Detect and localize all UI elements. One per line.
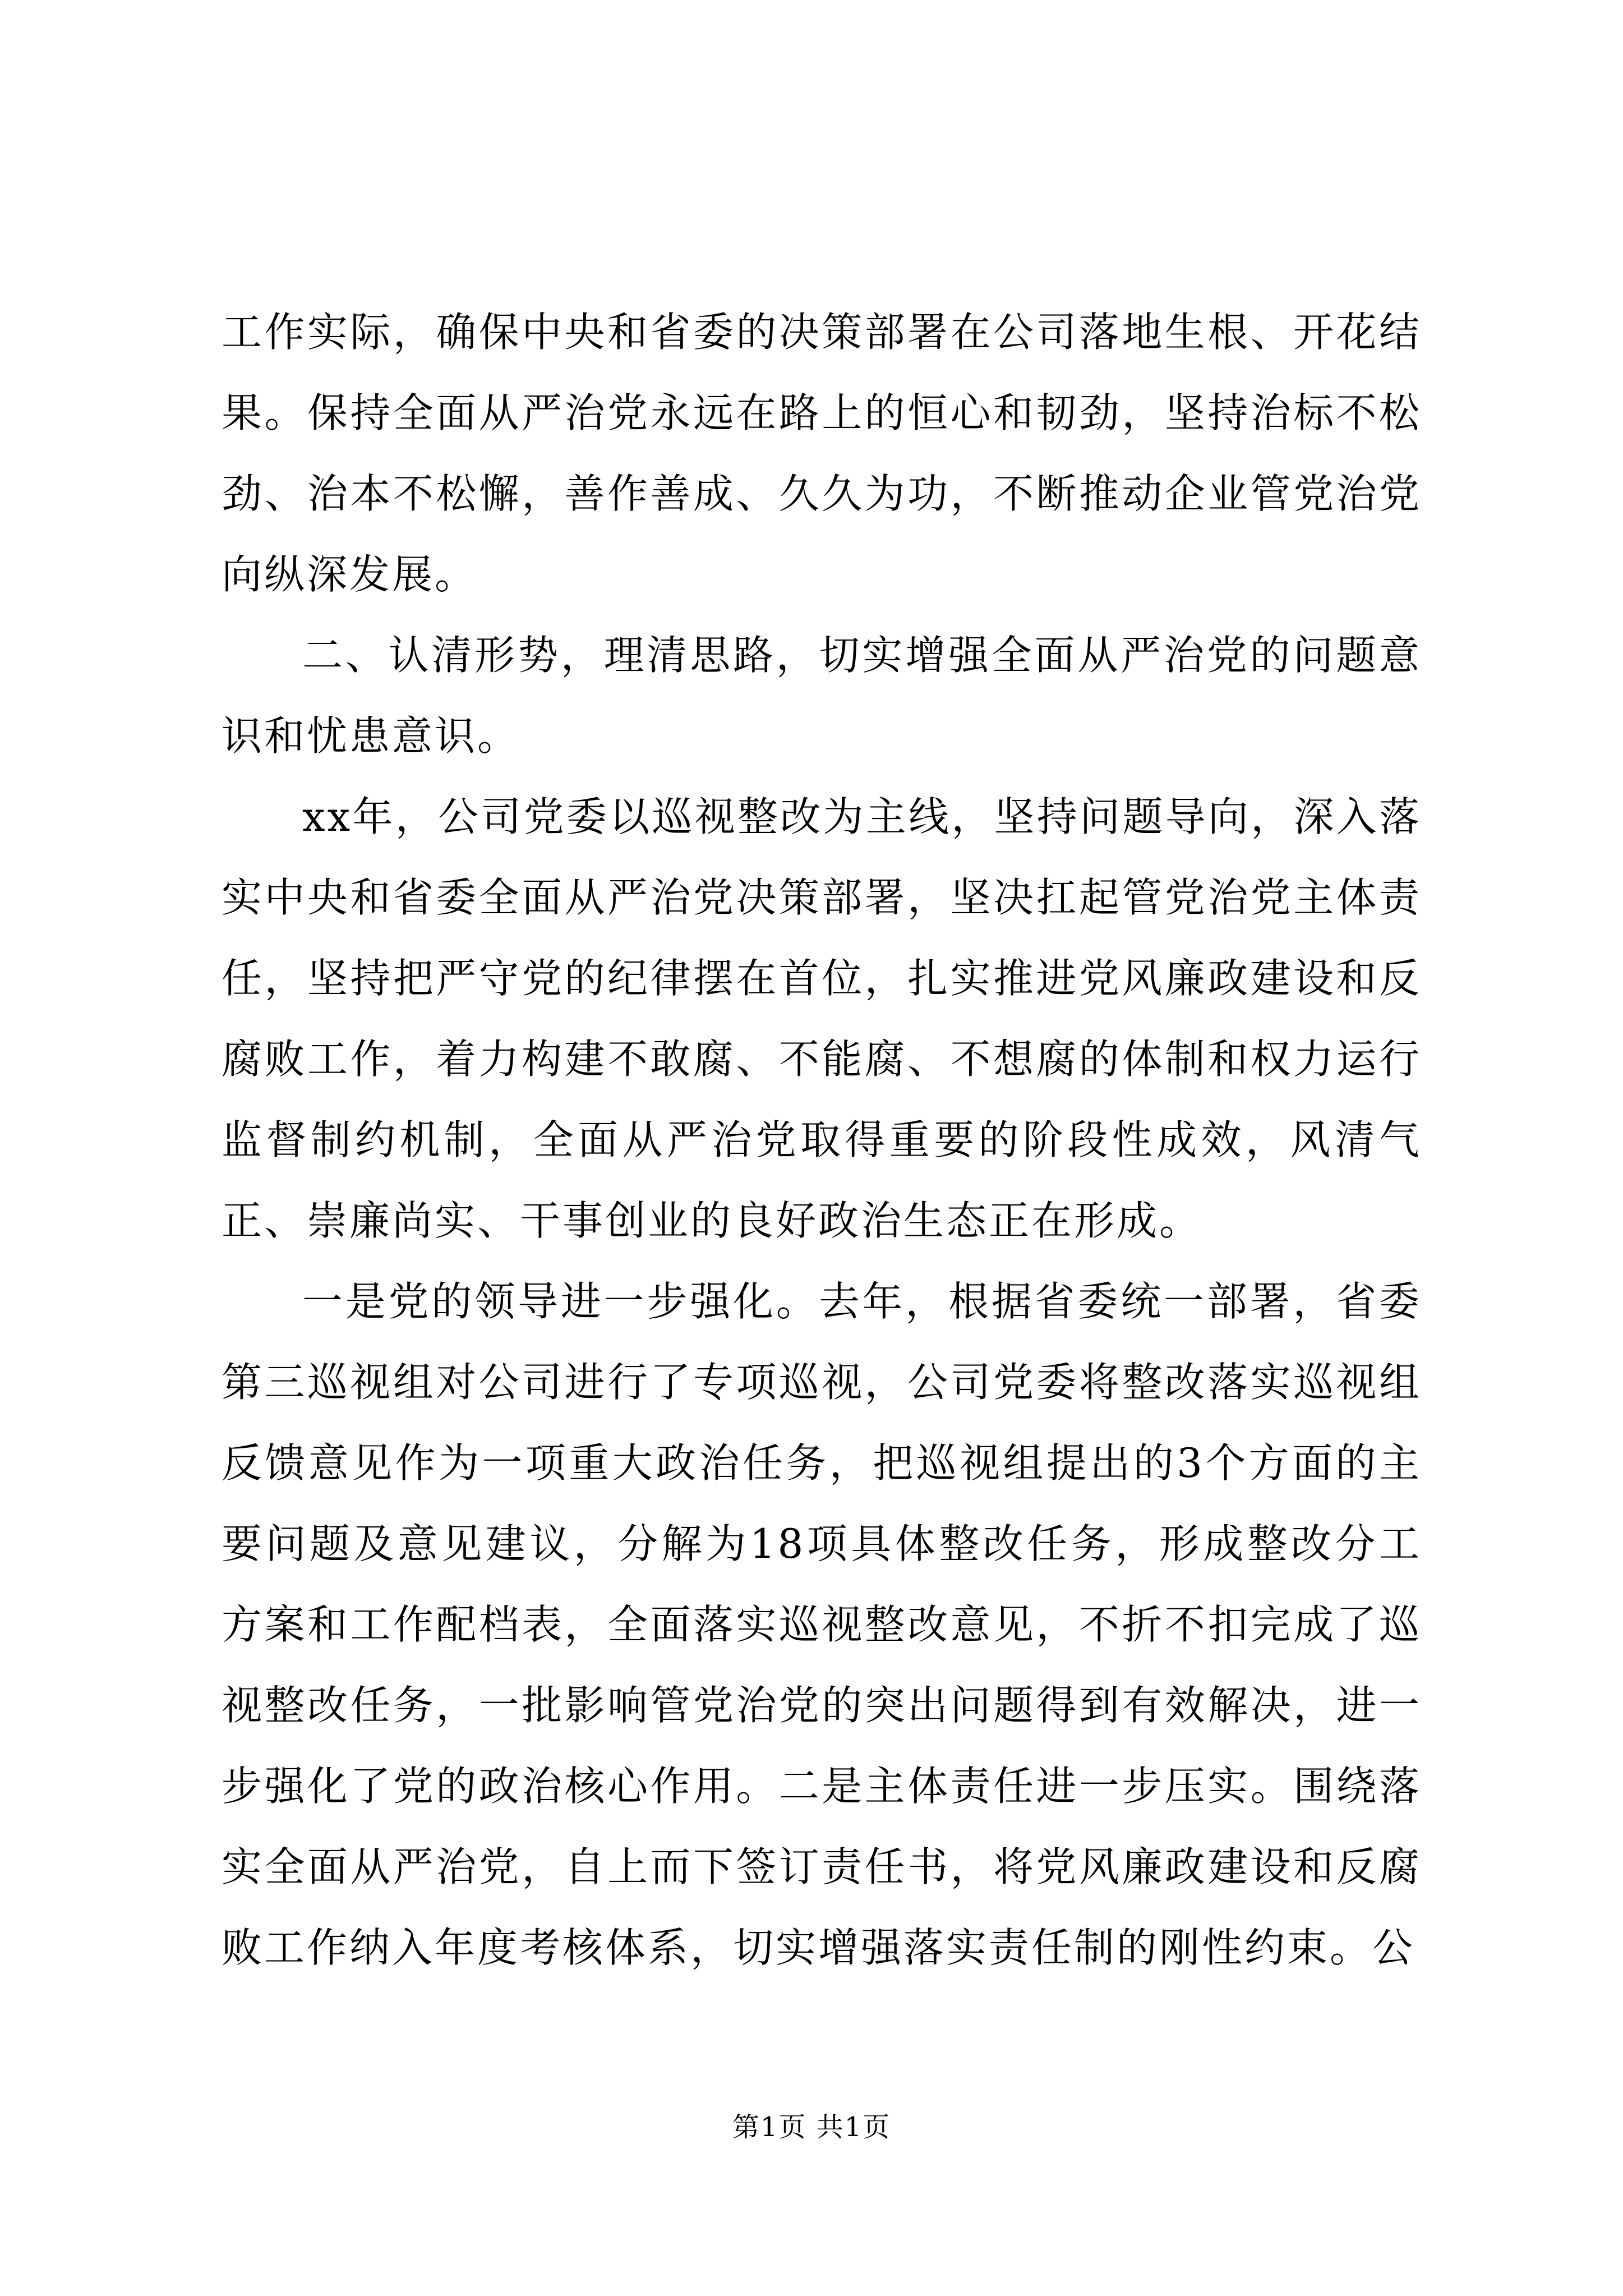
paragraph: 一是党的领导进一步强化。去年，根据省委统一部署，省委第三巡视组对公司进行了专项巡视，公司党委将整改落实巡视组反馈意见作为一项重大政治任务，把巡视组提出的3个方面的主要问题及意见建议，分解为18项具体整改任务，形成整改分工方案和工作配档表，全面落实巡视整改意见，不折不扣完成了巡视整改任务，一批影响管党治党的突出问题得到有效解决，进一步强化了党的政治核心作用。二是主体责任进一步压实。围绕落实全面从严治党，自上而下签订责任书，将党风廉政建设和反腐败工作纳入年度考核体系，切实增强落实责任制的刚性约束。公 — [222, 1278, 1422, 1971]
paragraph-continued: 工作实际，确保中央和省委的决策部署在公司落地生根、开花结果。保持全面从严治党永远在路上的恒心和韧劲，坚持治标不松劲、治本不松懈，善作善成、久久为功，不断推动企业管党治党向纵深发展。 — [222, 309, 1422, 598]
page-footer: 第1页 共1页 — [732, 2111, 891, 2143]
section-heading: 二、认清形势，理清思路，切实增强全面从严治党的问题意识和忧患意识。 — [222, 632, 1422, 760]
document-body — [222, 292, 1422, 1988]
paragraph: xx年，公司党委以巡视整改为主线，坚持问题导向，深入落实中央和省委全面从严治党决策部署，坚决扛起管党治党主体责任，坚持把严守党的纪律摆在首位，扎实推进党风廉政建设和反腐败工作，着力构建不敢腐、不能腐、不想腐的体制和权力运行监督制约机制，全面从严治党取得重要的阶段性成效，风清气正、崇廉尚实、干事创业的良好政治生态正在形成。 — [222, 793, 1422, 1244]
